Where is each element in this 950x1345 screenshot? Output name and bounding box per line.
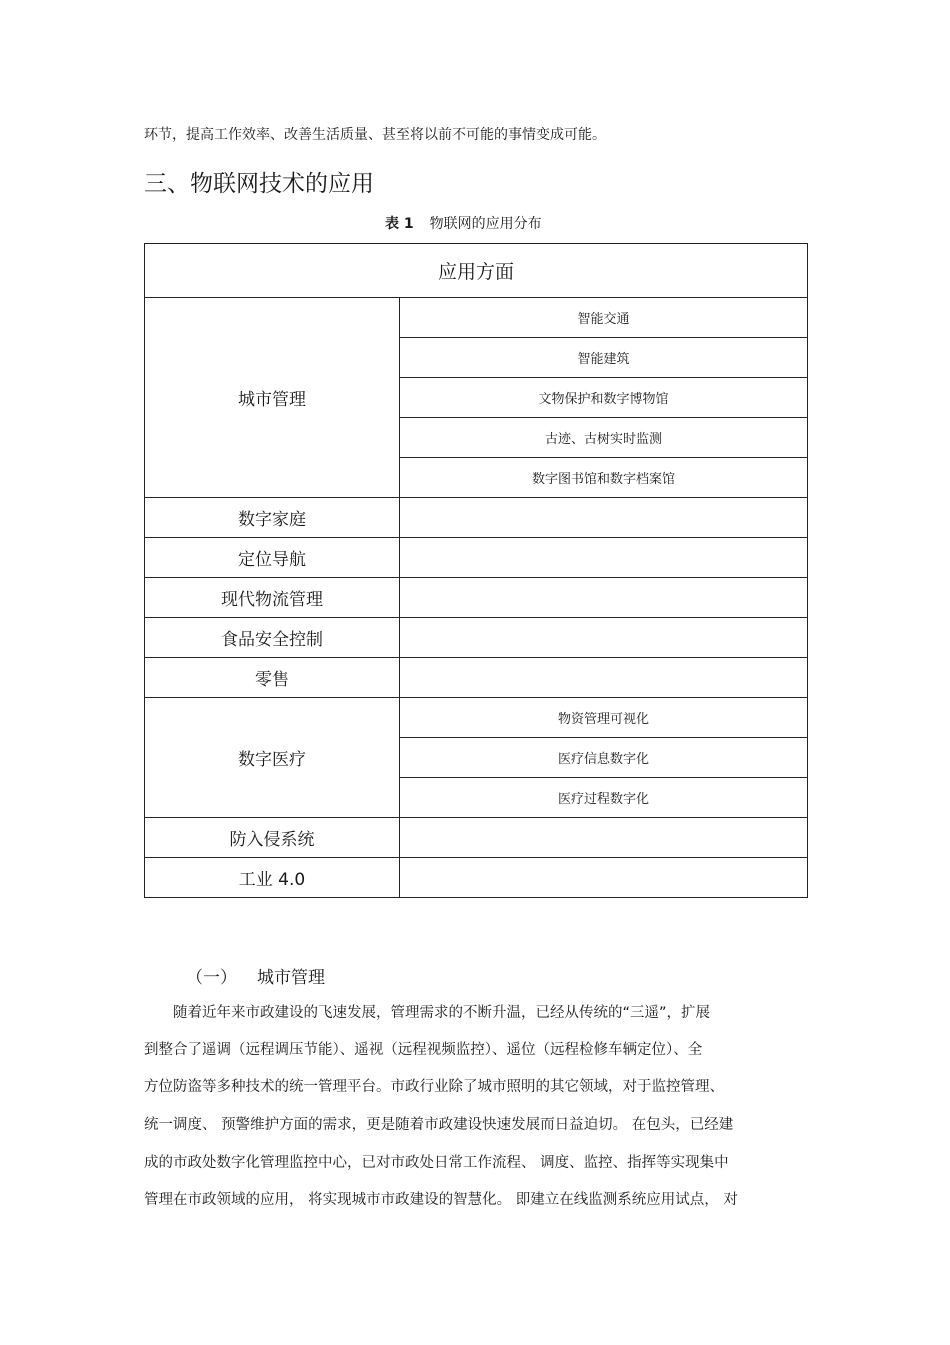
table-row — [145, 658, 808, 698]
item-cell-empty — [400, 578, 808, 618]
subsection-title: 城市管理 — [257, 968, 325, 988]
table-row — [145, 578, 808, 618]
item-cell-empty — [400, 618, 808, 658]
item-cell: 医疗信息数字化 — [400, 738, 808, 778]
category-cell: 城市管理 — [145, 298, 400, 498]
category-cell: 数字家庭 — [145, 498, 400, 538]
category-cell: 数字医疗 — [145, 698, 400, 818]
section-heading: 三、物联网技术的应用 — [144, 171, 374, 197]
paragraph-line: 统一调度、 预警维护方面的需求，更是随着市政建设快速发展而日益迫切。 在包头，已经建 — [144, 1117, 734, 1133]
table-header-row — [145, 244, 808, 298]
paragraph-line: 成的市政处数字化管理监控中心，已对市政处日常工作流程、 调度、监控、指挥等实现集中 — [144, 1155, 729, 1171]
item-cell-empty — [400, 818, 808, 858]
paragraph-line: 到整合了遥调（远程调压节能）、遥视（远程视频监控）、遥位（远程检修车辆定位）、全 — [144, 1042, 703, 1058]
table-row — [145, 538, 808, 578]
paragraph-line: 随着近年来市政建设的飞速发展，管理需求的不断升温，已经从传统的“三遥”，扩展 — [173, 1005, 711, 1021]
table-row — [145, 698, 808, 738]
category-cell: 防入侵系统 — [145, 818, 400, 858]
table-row — [145, 298, 808, 338]
item-cell: 古迹、古树实时监测 — [400, 418, 808, 458]
item-cell-empty — [400, 498, 808, 538]
table-caption — [385, 213, 542, 233]
category-cell: 工业 4.0 — [145, 858, 400, 898]
intro-line: 环节，提高工作效率、改善生活质量、甚至将以前不可能的事情变成可能。 — [144, 127, 606, 143]
item-cell: 医疗过程数字化 — [400, 778, 808, 818]
category-cell: 定位导航 — [145, 538, 400, 578]
category-cell: 食品安全控制 — [145, 618, 400, 658]
item-cell-empty — [400, 658, 808, 698]
item-cell: 数字图书馆和数字档案馆 — [400, 458, 808, 498]
paragraph-line: 管理在市政领域的应用， 将实现城市市政建设的智慧化。 即建立在线监测系统应用试点， 对 — [144, 1192, 738, 1208]
category-cell: 零售 — [145, 658, 400, 698]
table-row — [145, 498, 808, 538]
item-cell: 智能交通 — [400, 298, 808, 338]
item-cell-empty — [400, 858, 808, 898]
category-cell: 现代物流管理 — [145, 578, 400, 618]
table-caption-label: 表 1 — [385, 216, 414, 232]
subsection-heading — [186, 963, 325, 988]
item-cell: 物资管理可视化 — [400, 698, 808, 738]
table-caption-title: 物联网的应用分布 — [429, 216, 542, 232]
subsection-number: （一） — [186, 968, 237, 988]
paragraph-line: 方位防盗等多种技术的统一管理平台。市政行业除了城市照明的其它领域，对于监控管理、 — [144, 1079, 724, 1095]
item-cell: 智能建筑 — [400, 338, 808, 378]
item-cell-empty — [400, 538, 808, 578]
item-cell: 文物保护和数字博物馆 — [400, 378, 808, 418]
application-table — [144, 243, 808, 898]
table-row — [145, 618, 808, 658]
table-row — [145, 858, 808, 898]
table-row — [145, 818, 808, 858]
table-header: 应用方面 — [145, 244, 808, 298]
